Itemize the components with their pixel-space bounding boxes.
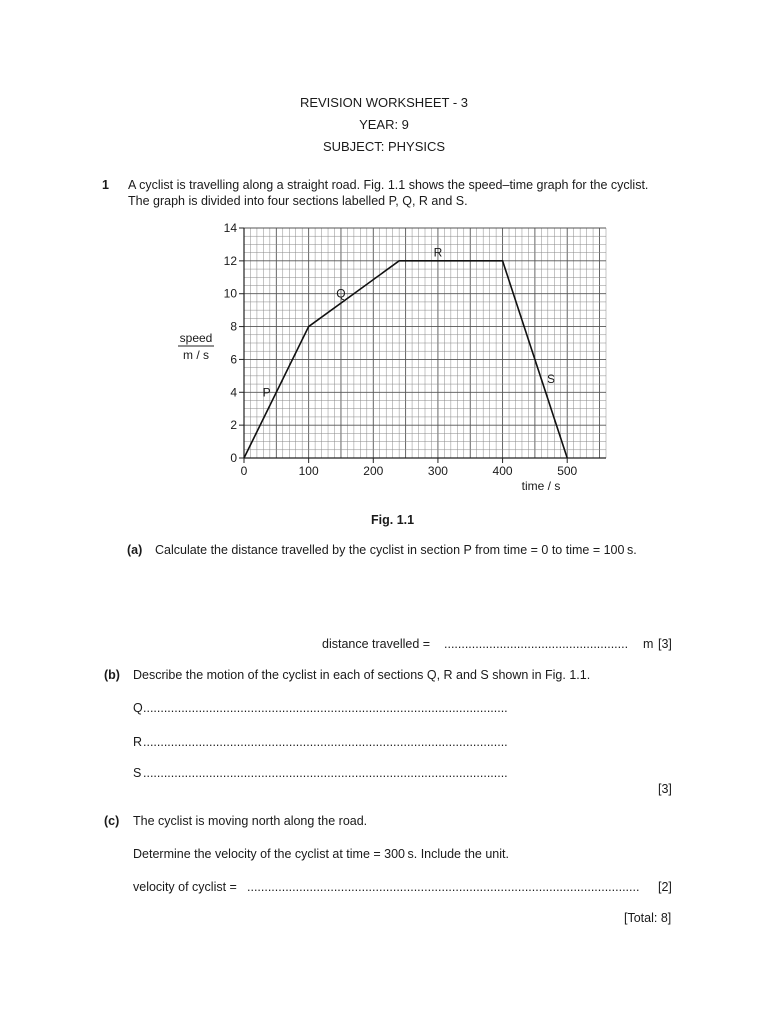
part-a-answer-line[interactable]: .....................................................	[444, 637, 629, 651]
section-label-q: Q	[336, 286, 346, 301]
part-b-row-q-line[interactable]: .........................................................................................................	[143, 701, 508, 715]
y-axis-label-unit: m / s	[183, 348, 209, 362]
question-intro-line1: A cyclist is travelling along a straight road. Fig. 1.1 shows the speed–time graph for the cyclist.	[128, 178, 649, 192]
y-tick-label: 6	[230, 352, 237, 367]
y-tick-label: 4	[230, 385, 237, 400]
section-label-p: P	[262, 385, 271, 400]
y-tick-label: 10	[223, 286, 237, 301]
part-a-label: (a)	[127, 543, 143, 557]
x-tick-label: 100	[298, 464, 319, 478]
x-tick-label: 400	[492, 464, 513, 478]
part-c-text1: The cyclist is moving north along the road.	[133, 814, 368, 828]
part-a-answer-prefix: distance travelled =	[322, 637, 431, 651]
part-a-text: Calculate the distance travelled by the cyclist in section P from time = 0 to time = 100 s.	[155, 543, 637, 557]
part-a-unit: m	[643, 637, 654, 651]
x-tick-label: 500	[557, 464, 578, 478]
y-axis-label-quantity: speed	[179, 331, 213, 345]
section-label-s: S	[547, 372, 556, 387]
question-intro-line2: The graph is divided into four sections labelled P, Q, R and S.	[128, 194, 468, 208]
part-c-label: (c)	[104, 814, 120, 828]
y-tick-label: 14	[223, 221, 237, 235]
y-tick-label: 2	[230, 418, 237, 433]
y-tick-label: 12	[223, 253, 237, 268]
total-marks: [Total: 8]	[624, 911, 672, 925]
section-label-r: R	[433, 245, 443, 260]
part-b-text: Describe the motion of the cyclist in each of sections Q, R and S shown in Fig. 1.1.	[133, 668, 591, 682]
part-c-marks: [2]	[658, 880, 672, 894]
part-c-answer-line[interactable]: .................................................................................................................	[247, 880, 640, 894]
part-c-answer-prefix: velocity of cyclist =	[133, 880, 237, 894]
question-number: 1	[102, 178, 109, 192]
x-tick-label: 0	[240, 464, 248, 478]
part-b-row-q-label: Q	[133, 701, 143, 715]
part-b-row-r-label: R	[133, 735, 143, 749]
part-a-marks: [3]	[658, 637, 672, 651]
figure-caption: Fig. 1.1	[371, 513, 415, 527]
y-tick-label: 8	[230, 319, 237, 334]
worksheet-year: YEAR: 9	[359, 117, 409, 132]
worksheet-subject: SUBJECT: PHYSICS	[322, 139, 446, 154]
worksheet-title: REVISION WORKSHEET - 3	[299, 95, 469, 110]
part-b-label: (b)	[104, 668, 120, 682]
part-b-row-s-label: S	[133, 766, 142, 780]
part-b-row-s-line[interactable]: .........................................................................................................	[143, 766, 508, 780]
part-c-text2: Determine the velocity of the cyclist at time = 300 s. Include the unit.	[133, 847, 509, 861]
x-axis-label: time / s	[521, 479, 561, 493]
x-tick-label: 300	[427, 464, 448, 478]
part-b-marks: [3]	[658, 782, 672, 796]
x-tick-label: 200	[363, 464, 384, 478]
y-tick-label: 0	[230, 451, 237, 465]
part-b-row-r-line[interactable]: .........................................................................................................	[143, 735, 508, 749]
